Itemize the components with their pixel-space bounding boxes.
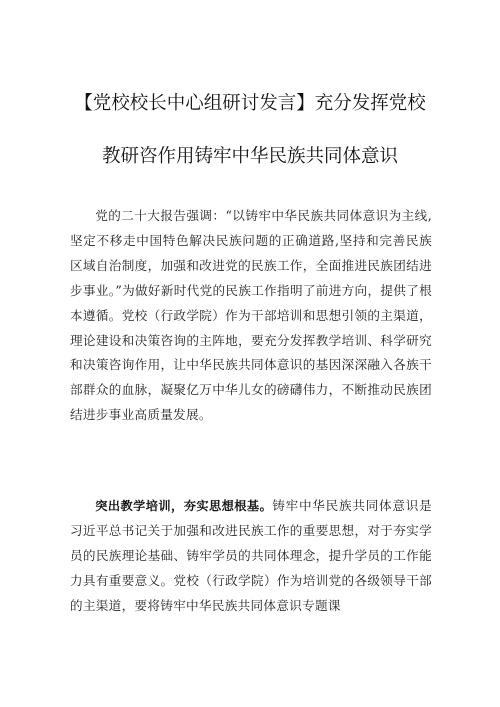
document-title-line-1: 【党校校长中心组研讨发言】充分发挥党校 xyxy=(74,93,426,114)
paragraph-2 xyxy=(70,494,432,619)
paragraph-2-lead-heading: 突出教学培训，夯实思想根基。 xyxy=(95,499,273,513)
paragraph-1: 党的二十大报告强调：“以铸牢中华民族共同体意识为主线,坚定不移走中国特色解决民族问题的正确道路,坚持和完善民族区域自治制度，加强和改进党的民族工作，全面推进民族团结进步事业。”为做好新时代党的民族工作指明了前进方向，提供了根本遵循。党校（行政学院）作为干部培训和思想引领的主渠道，理论建设和决策咨询的主阵地，要充分发挥教学培训、科学研究和决策咨询作用，让中华民族共同体意识的基因深深融入各族干部群众的血脉，凝聚亿万中华儿女的磅礴伟力，不断推动民族团结进步事业高质量发展。 xyxy=(70,208,432,423)
paragraph-2-body: 铸牢中华民族共同体意识是习近平总书记关于加强和改进民族工作的重要思想，对于夯实学员的民族理论基础、铸牢学员的共同体理念，提升学员的工作能力具有重要意义。党校（行政学院）作为培训党的各级领导干部的主渠道，要将铸牢中华民族共同体意识专题课 xyxy=(70,498,432,613)
document-title-line-2: 教研咨作用铸牢中华民族共同体意识 xyxy=(101,146,398,167)
